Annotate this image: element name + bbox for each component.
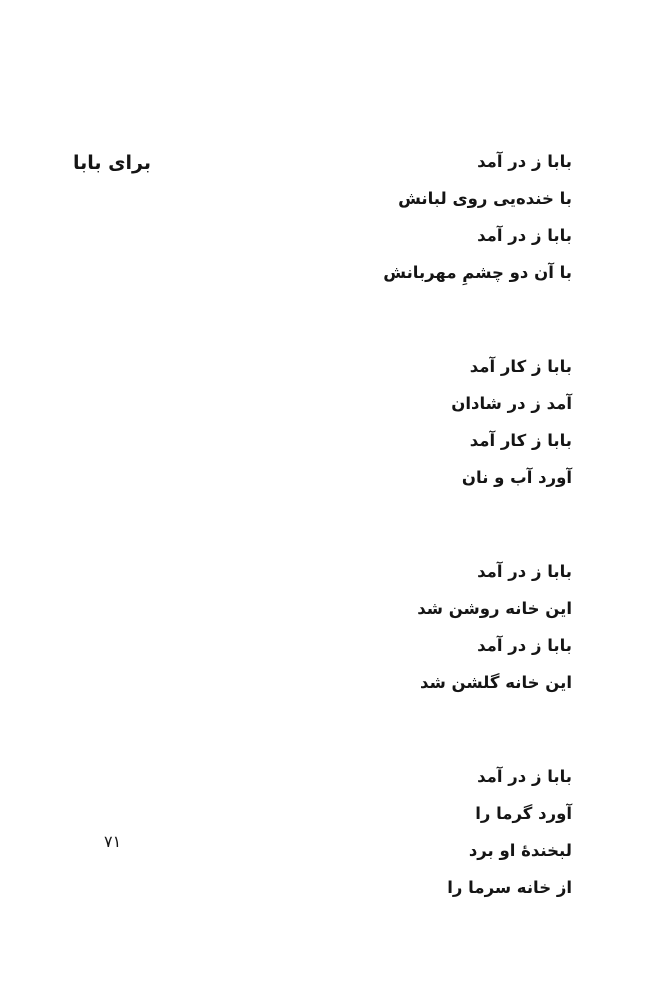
verse-line: بابا ز در آمد bbox=[477, 636, 572, 655]
verse-line: با آن دو چشمِ مهربانش bbox=[383, 263, 572, 282]
verse-line: از خانه سرما را bbox=[447, 878, 572, 897]
stanza-1 bbox=[383, 149, 572, 285]
verse-line: آورد آب و نان bbox=[461, 468, 572, 487]
stanza-3 bbox=[383, 559, 572, 695]
verse-line: بابا ز در آمد bbox=[477, 226, 572, 245]
stanza-4 bbox=[383, 764, 572, 900]
verse-line: آورد گرما را bbox=[475, 804, 572, 823]
poem-body bbox=[383, 149, 572, 900]
verse-line: با خنده‌یی روی لبانش bbox=[398, 189, 572, 208]
verse-line: این خانه گلشن شد bbox=[420, 673, 572, 692]
verse-line: بابا ز کار آمد bbox=[469, 357, 572, 376]
verse-line: آمد ز در شادان bbox=[451, 394, 572, 413]
page-number: ۷۱ bbox=[104, 832, 122, 851]
verse-line: بابا ز در آمد bbox=[477, 562, 572, 581]
verse-line: بابا ز کار آمد bbox=[469, 431, 572, 450]
verse-line: لبخندهٔ او برد bbox=[468, 841, 572, 860]
poem-title: برای بابا bbox=[72, 152, 151, 174]
verse-line: این خانه روشن شد bbox=[417, 599, 572, 618]
verse-line: بابا ز در آمد bbox=[477, 767, 572, 786]
verse-line: بابا ز در آمد bbox=[477, 152, 572, 171]
stanza-2 bbox=[383, 354, 572, 490]
